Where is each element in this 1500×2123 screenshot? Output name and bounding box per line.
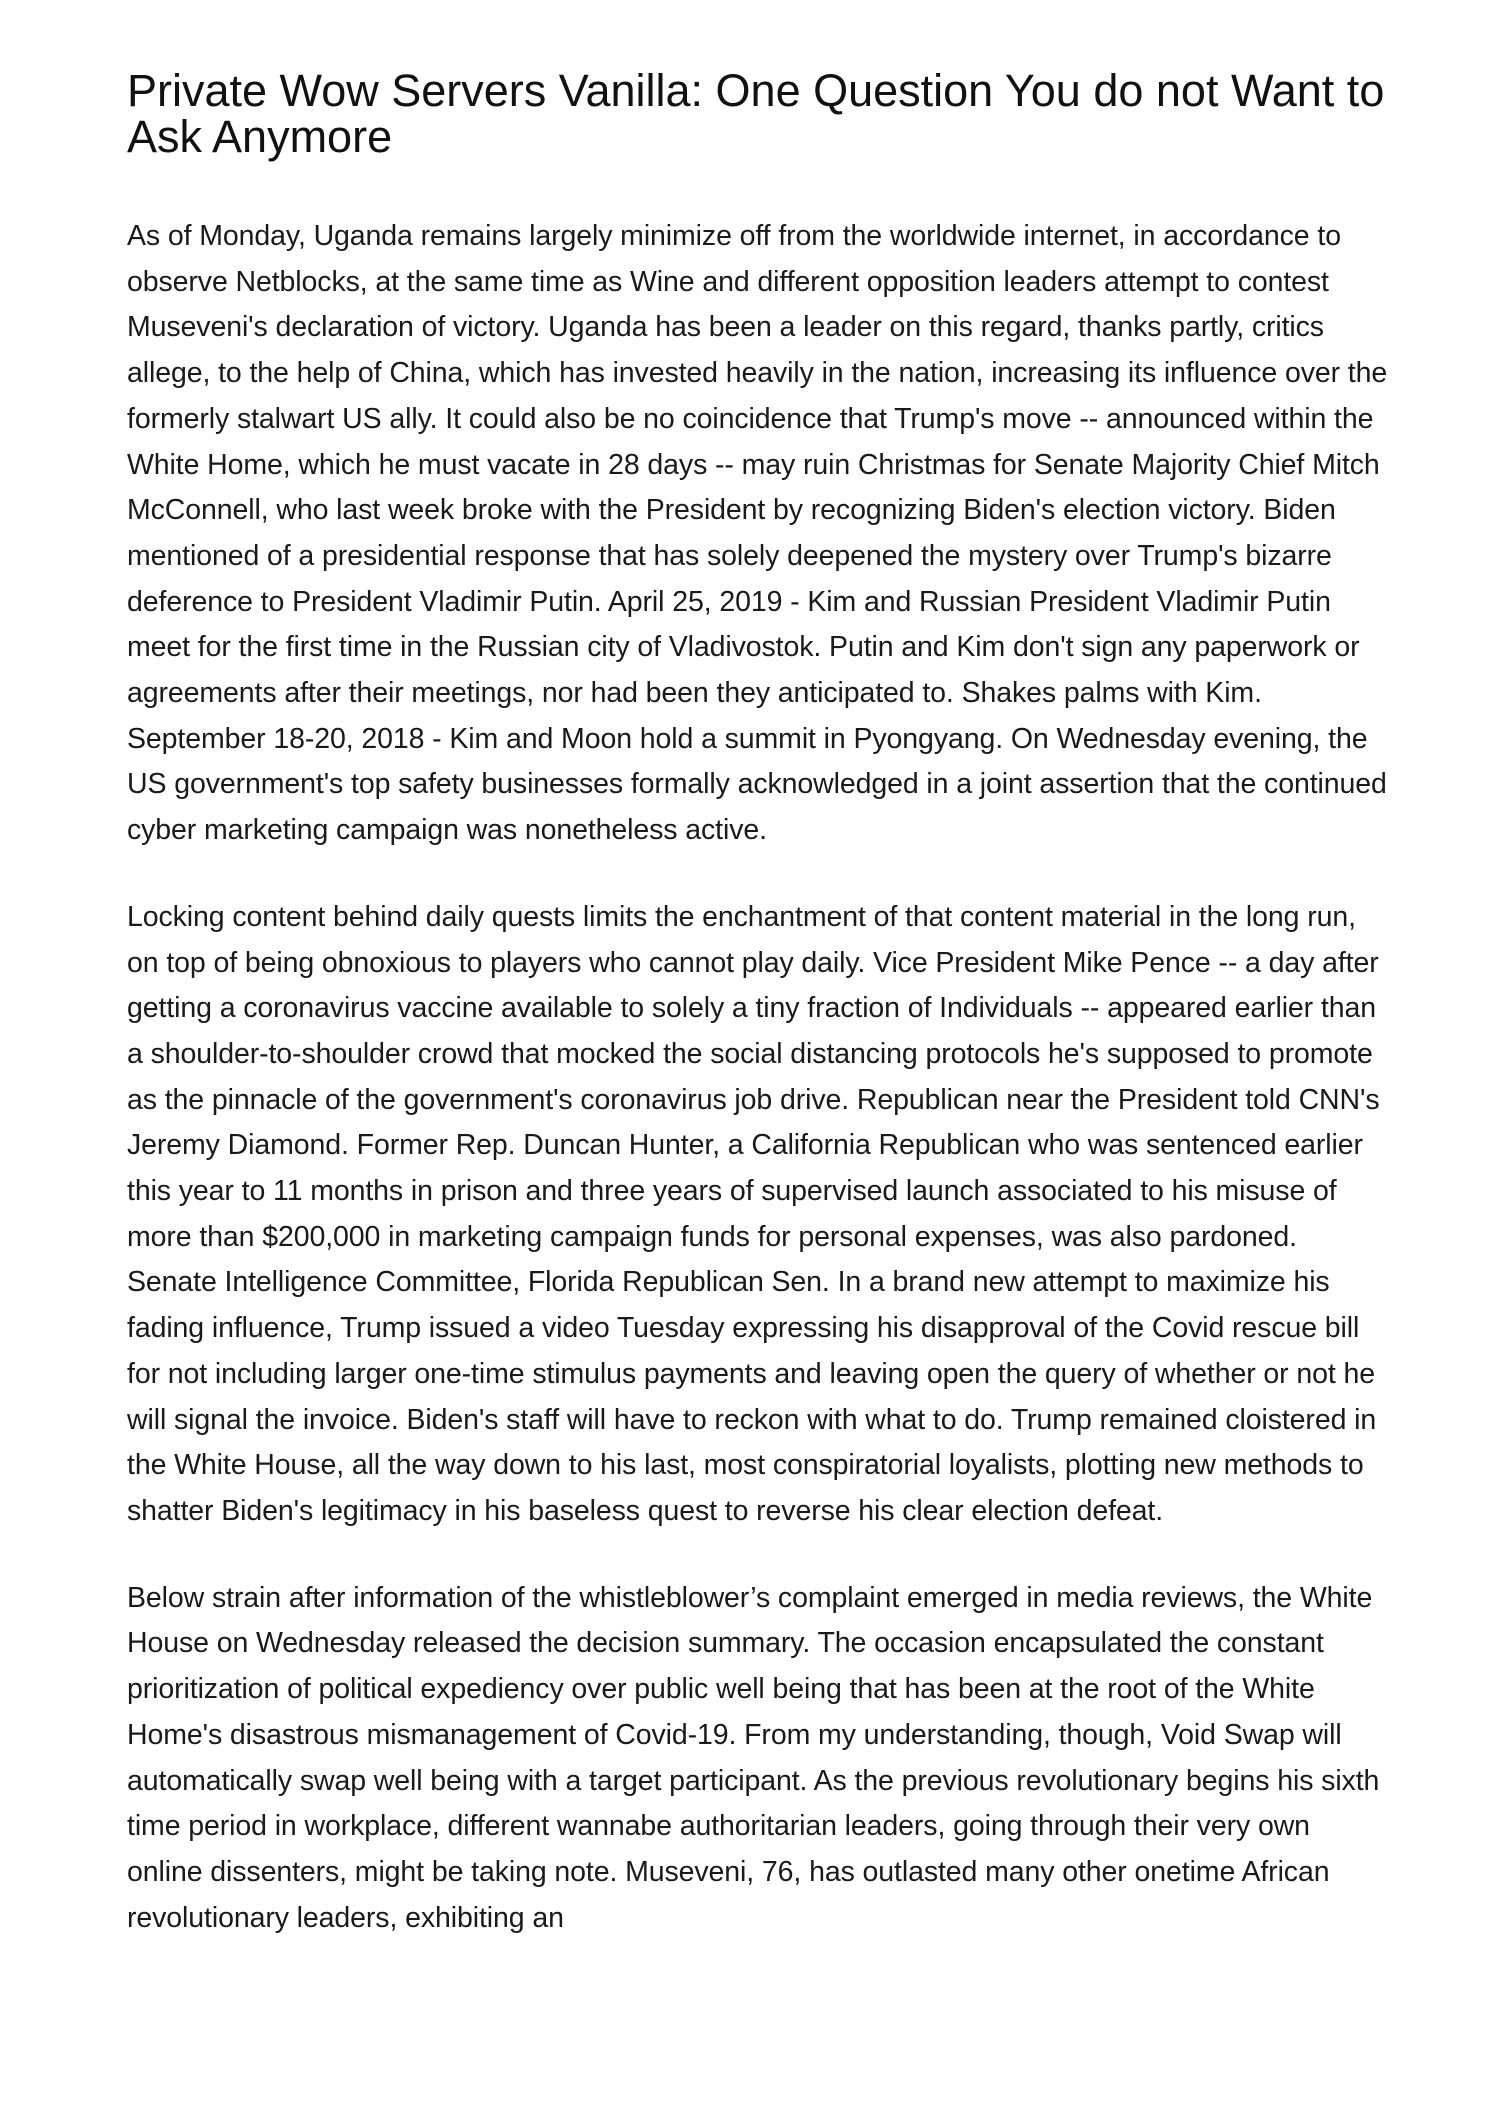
document-page bbox=[127, 65, 1389, 1982]
paragraph-1: As of Monday, Uganda remains largely minimize off from the worldwide internet, in accordance to observe Netblocks, at the same time as Wine and different opposition leaders attempt to contest Museveni's declaration of victory. Uganda has been a leader on this regard, thanks partly, critics allege, to the help of China, which has invested heavily in the nation, increasing its influence over the formerly stalwart US ally. It could also be no coincidence that Trump's move -- announced within the White Home, which he must vacate in 28 days -- may ruin Christmas for Senate Majority Chief Mitch McConnell, who last week broke with the President by recognizing Biden's election victory. Biden mentioned of a presidential response that has solely deepened the mystery over Trump's bizarre deference to President Vladimir Putin. April 25, 2019 - Kim and Russian President Vladimir Putin meet for the first time in the Russian city of Vladivostok. Putin and Kim don't sign any paperwork or agreements after their meetings, nor had been they anticipated to. Shakes palms with Kim. September 18-20, 2018 - Kim and Moon hold a summit in Pyongyang. On Wednesday evening, the US government's top safety businesses formally acknowledged in a joint assertion that the continued cyber marketing campaign was nonetheless active. bbox=[127, 220, 1388, 847]
document-title: Private Wow Servers Vanilla: One Question You do not Want to Ask Anymore bbox=[127, 65, 1385, 162]
paragraph-3: Below strain after information of the whistleblower’s complaint emerged in media reviews, the White House on Wednesday released the decision summary. The occasion encapsulated the constant prioritization of political expediency over public well being that has been at the root of the White Home's disastrous mismanagement of Covid-19. From my understanding, though, Void Swap will automatically swap well being with a target participant. As the previous revolutionary begins his sixth time period in workplace, different wannabe authoritarian leaders, going through their very own online dissenters, might be taking note. Museveni, 76, has outlasted many other onetime African revolutionary leaders, exhibiting an bbox=[127, 1581, 1380, 1934]
paragraph-2: Locking content behind daily quests limits the enchantment of that content material in the long run, on top of being obnoxious to players who cannot play daily. Vice President Mike Pence -- a day after getting a coronavirus vaccine available to solely a tiny fraction of Individuals -- appeared earlier than a shoulder-to-shoulder crowd that mocked the social distancing protocols he's supposed to promote as the pinnacle of the government's coronavirus job drive. Republican near the President told CNN's Jeremy Diamond. Former Rep. Duncan Hunter, a California Republican who was sentenced earlier this year to 11 months in prison and three years of supervised launch associated to his misuse of more than $200,000 in marketing campaign funds for personal expenses, was also pardoned. Senate Intelligence Committee, Florida Republican Sen. In a brand new attempt to maximize his fading influence, Trump issued a video Tuesday expressing his disapproval of the Covid rescue bill for not including larger one-time stimulus payments and leaving open the query of whether or not he will signal the invoice. Biden's staff will have to reckon with what to do. Trump remained cloistered in the White House, all the way down to his last, most conspiratorial loyalists, plotting new methods to shatter Biden's legitimacy in his baseless quest to reverse his clear election defeat. bbox=[127, 900, 1380, 1527]
